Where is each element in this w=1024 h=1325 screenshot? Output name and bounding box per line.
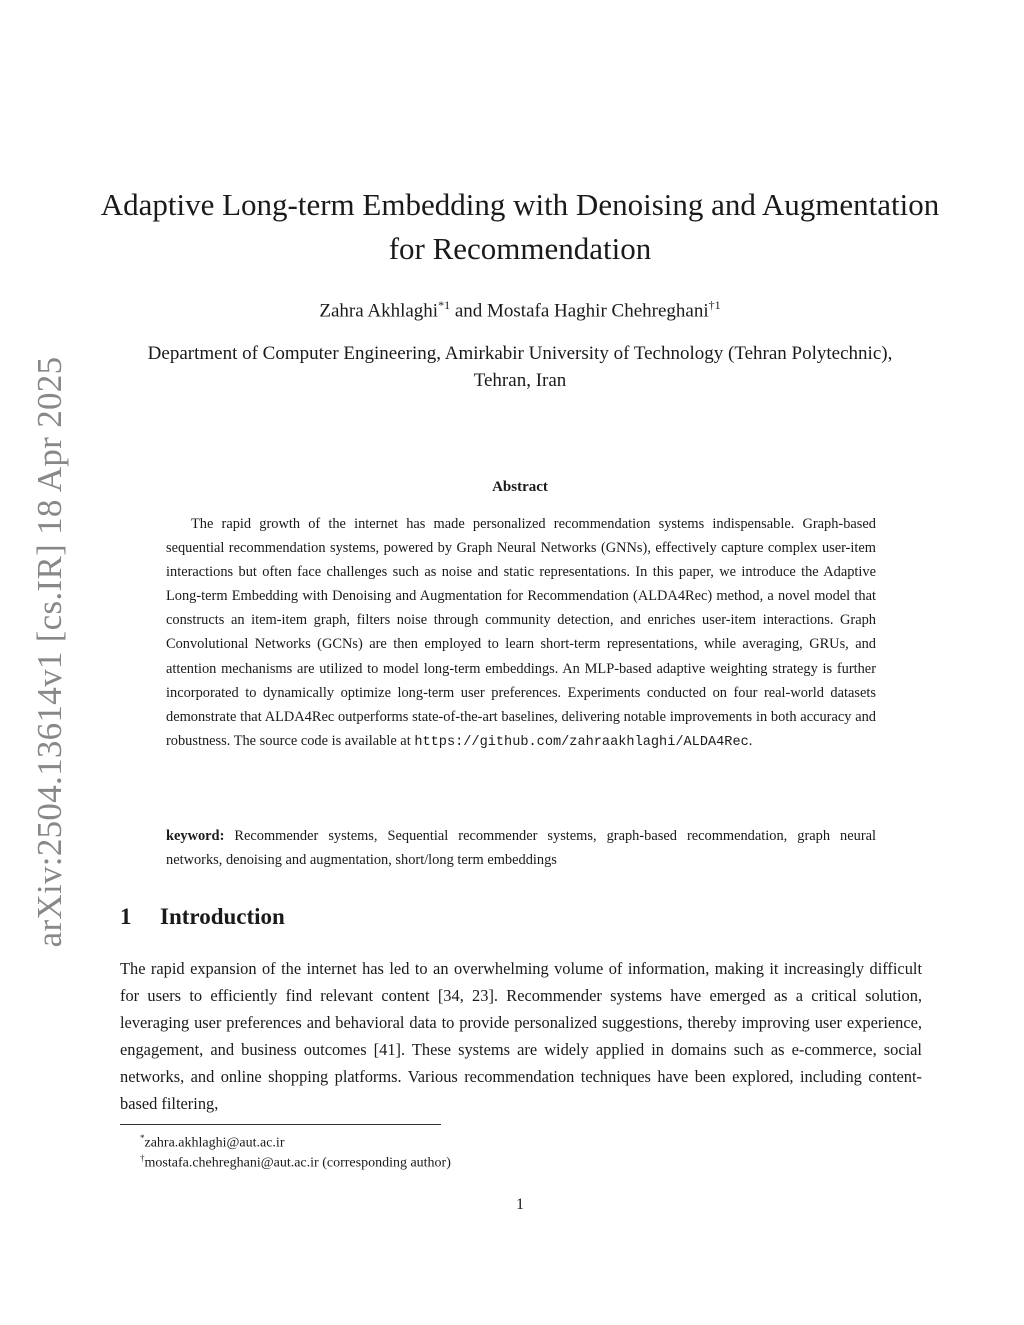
title-line-2: for Recommendation bbox=[388, 231, 652, 266]
abstract-text: The rapid growth of the internet has made personalized recommendation systems indispensable. Graph-based sequential recommendation systems, powered by Graph Neural Networks (GNNs), effectively capture complex user-item interactions but often face challenges such as noise and static representations. In this paper, we introduce the Adaptive Long-term Embedding with Denoising and Augmentation for Recommendation (ALDA4Rec) method, a novel model that constructs an item-item graph, filters noise through community detection, and enriches user-item interactions. Graph Convolutional Networks (GCNs) are then employed to learn short-term representations, while averaging, GRUs, and attention mechanisms are utilized to model long-term embeddings. An MLP-based adaptive weighting strategy is further incorporated to dynamically optimize long-term user preferences. Experiments conducted on four real-world datasets demonstrate that ALDA4Rec outperforms state-of-the-art baselines, delivering notable improvements in both accuracy and robustness. The source code is available at bbox=[166, 516, 876, 749]
footnote-2 bbox=[140, 1149, 451, 1173]
title-line-1: Adaptive Long-term Embedding with Denoising and Augmentation bbox=[100, 187, 940, 222]
abstract-body bbox=[166, 512, 876, 755]
intro-paragraph: The rapid expansion of the internet has led to an overwhelming volume of information, making it increasingly difficult for users to efficiently find relevant content [34, 23]. Recommender systems have emerged as a critical solution, leveraging user preferences and behavioral data to provide personalized suggestions, thereby improving user experience, engagement, and business outcomes [41]. These systems are widely applied in domains such as e-commerce, social networks, and online shopping platforms. Various recommendation techniques have been explored, including content-based filtering, bbox=[120, 959, 922, 1113]
page-number: 1 bbox=[516, 1196, 524, 1213]
author-1-name: Zahra Akhlaghi bbox=[319, 300, 439, 322]
section-title: Introduction bbox=[160, 904, 285, 929]
footnote-1-mark: * bbox=[140, 1133, 145, 1143]
author-2-name: Mostafa Haghir Chehreghani bbox=[487, 300, 709, 322]
section-heading bbox=[120, 904, 285, 930]
author-2-marks: †1 bbox=[708, 298, 721, 312]
code-url-link[interactable]: https://github.com/zahraakhlaghi/ALDA4Rec bbox=[414, 734, 749, 750]
affiliation: Department of Computer Engineering, Amirkabir University of Technology (Tehran Polytechnic), Tehran, Iran bbox=[147, 343, 893, 391]
section-number: 1 bbox=[120, 904, 132, 929]
footnote-rule bbox=[120, 1124, 441, 1125]
author-1-marks: *1 bbox=[438, 298, 451, 312]
author-list bbox=[100, 292, 940, 324]
paper-title bbox=[100, 183, 940, 271]
footnote-2-text: mostafa.chehreghani@aut.ac.ir (corresponding author) bbox=[144, 1155, 451, 1171]
keywords-label: keyword: bbox=[166, 828, 225, 844]
keywords-block bbox=[166, 824, 876, 872]
abstract-end: . bbox=[748, 732, 753, 749]
footnote-1-text: zahra.akhlaghi@aut.ac.ir bbox=[144, 1135, 285, 1151]
footnote-2-mark: † bbox=[140, 1153, 145, 1163]
author-connector: and bbox=[454, 300, 483, 322]
keywords-text: Recommender systems, Sequential recommender systems, graph-based recommendation, graph neural networks, denoising and augmentation, short/long term embeddings bbox=[166, 828, 876, 868]
arxiv-identifier: arXiv:2504.13614v1 [cs.IR] 18 Apr 2025 bbox=[30, 356, 69, 948]
abstract-heading: Abstract bbox=[492, 479, 548, 495]
